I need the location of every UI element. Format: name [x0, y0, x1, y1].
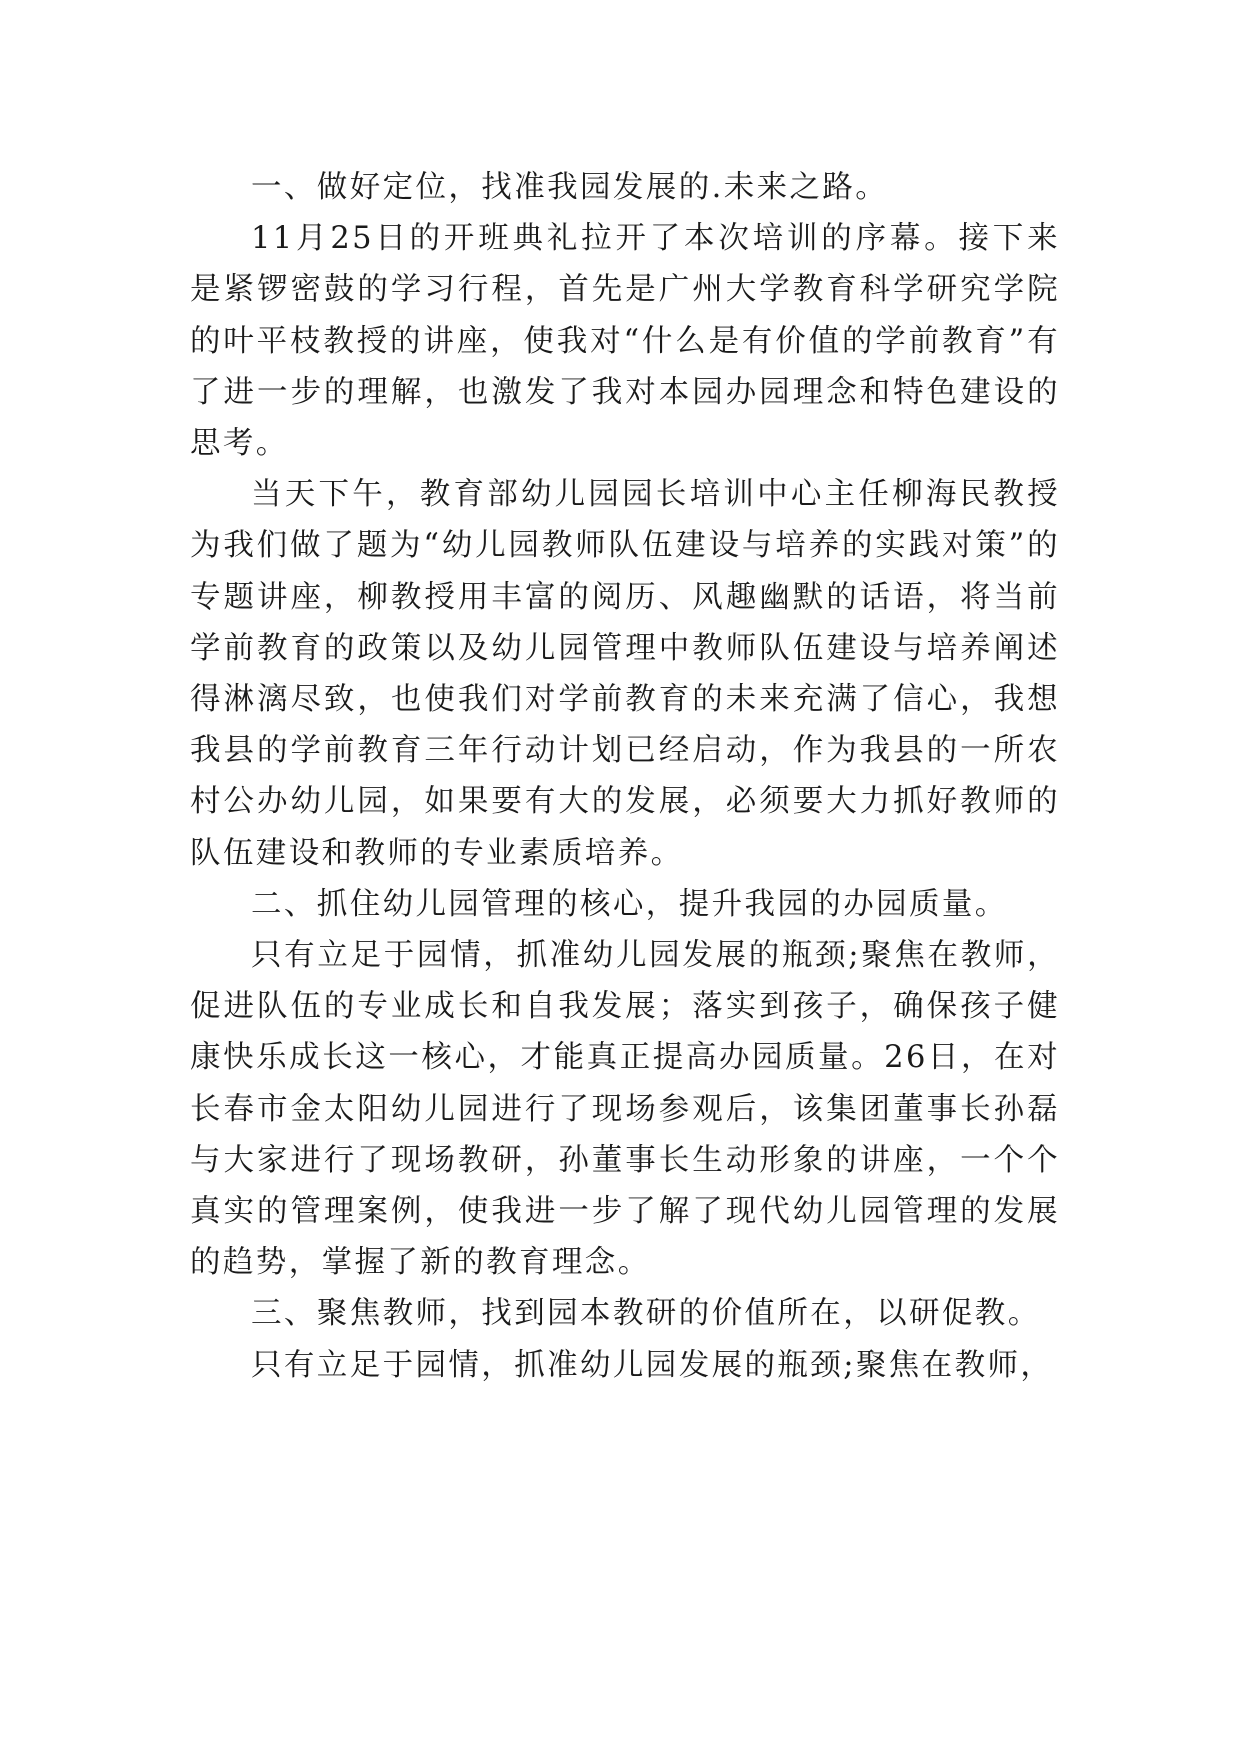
paragraph-management-core: 只有立足于园情，抓准幼儿园发展的瓶颈;聚焦在教师，促进队伍的专业成长和自我发展；落实到孩子，确保孩子健康快乐成长这一核心，才能真正提高办园质量。26日，在对长春市金太阳幼儿园进行了现场参观后，该集团董事长孙磊与大家进行了现场教研，孙董事长生动形象的讲座，一个个真实的管理案例，使我进一步了解了现代幼儿园管理的发展的趋势，掌握了新的教育理念。	[190, 938, 1060, 1281]
paragraph-teacher-focus: 只有立足于园情，抓准幼儿园发展的瓶颈;聚焦在教师，	[251, 1347, 1054, 1383]
document-body	[190, 162, 1060, 1391]
heading-section-1: 一、做好定位，找准我园发展的.未来之路。	[251, 170, 889, 205]
heading-section-2: 二、抓住幼儿园管理的核心，提升我园的办园质量。	[251, 886, 1008, 922]
paragraph-opening-ceremony: 11月25日的开班典礼拉开了本次培训的序幕。接下来是紧锣密鼓的学习行程，首先是广州大学教育科学研究学院的叶平枝教授的讲座，使我对“什么是有价值的学前教育”有了进一步的理解，也激发了我对本园办园理念和特色建设的思考。	[190, 221, 1060, 462]
heading-section-3: 三、聚焦教师，找到园本教研的价值所在，以研促教。	[251, 1296, 1041, 1332]
paragraph-afternoon-lecture: 当天下午，教育部幼儿园园长培训中心主任柳海民教授为我们做了题为“幼儿园教师队伍建设与培养的实践对策”的专题讲座，柳教授用丰富的阅历、风趣幽默的话语，将当前学前教育的政策以及幼儿园管理中教师队伍建设与培养阐述得淋漓尽致，也使我们对学前教育的未来充满了信心，我想我县的学前教育三年行动计划已经启动，作为我县的一所农村公办幼儿园，如果要有大的发展，必须要大力抓好教师的队伍建设和教师的专业素质培养。	[190, 477, 1060, 871]
